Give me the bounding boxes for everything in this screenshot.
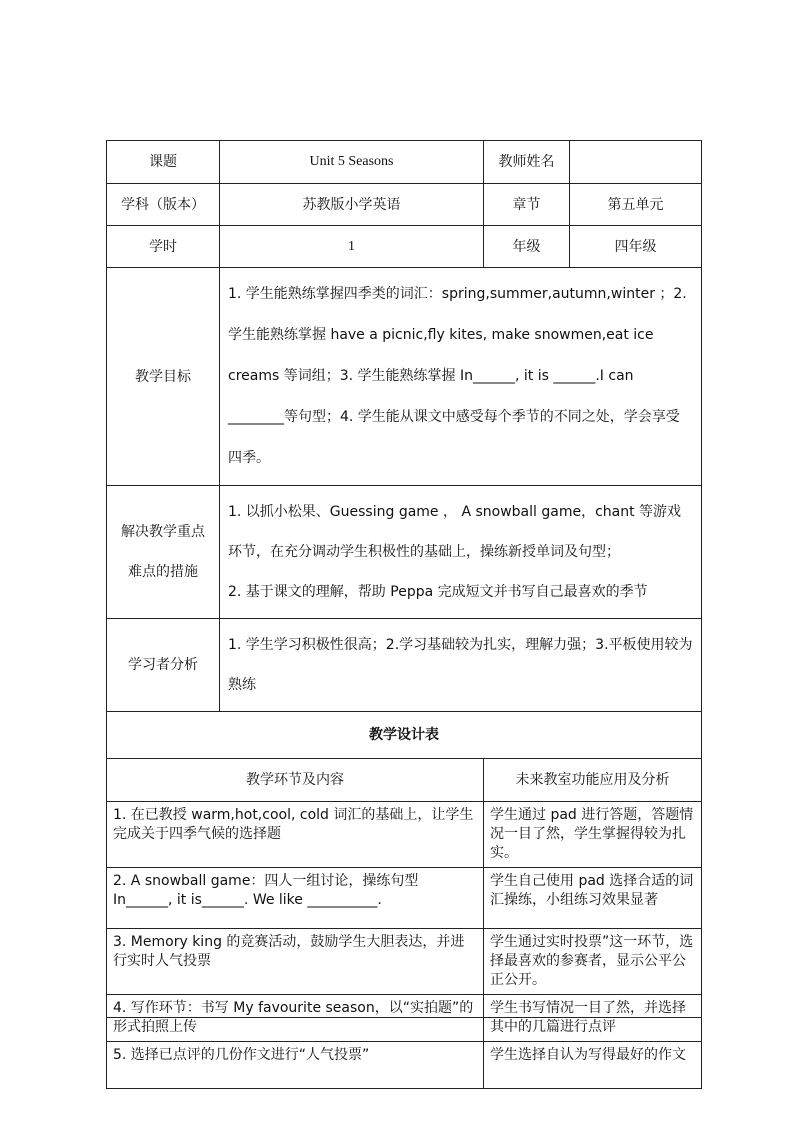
design-row-content: 2. A snowball game：四人一组讨论，操练句型 In______, it is______. We like __________. <box>107 868 484 929</box>
value-subject: 苏教版小学英语 <box>220 184 484 226</box>
label-topic: 课题 <box>107 141 220 184</box>
label-hours: 学时 <box>107 226 220 268</box>
label-chapter: 章节 <box>484 184 570 226</box>
design-title-row <box>107 712 702 759</box>
value-hours: 1 <box>220 226 484 268</box>
measures-label <box>107 486 220 619</box>
design-row-content: 5. 选择已点评的几份作文进行“人气投票” <box>107 1042 484 1089</box>
learners-row <box>107 619 702 712</box>
value-teacher-name <box>570 141 702 184</box>
label-teacher-name: 教师姓名 <box>484 141 570 184</box>
info-row-topic <box>107 141 702 184</box>
value-grade: 四年级 <box>570 226 702 268</box>
design-row-content: 1. 在已教授 warm,hot,cool, cold 词汇的基础上，让学生完成关于四季气候的选择题 <box>107 802 484 868</box>
label-grade: 年级 <box>484 226 570 268</box>
label-subject: 学科（版本） <box>107 184 220 226</box>
design-row <box>107 929 702 995</box>
bottom-rule <box>106 1017 701 1018</box>
info-row-hours <box>107 226 702 268</box>
measures-item-2: 2. 基于课文的理解，帮助 Peppa 完成短文并书写自己最喜欢的季节 <box>228 584 648 600</box>
design-row-analysis: 学生自己使用 pad 选择合适的词汇操练，小组练习效果显著 <box>484 868 702 929</box>
design-row-analysis: 学生通过 pad 进行答题，答题情况一目了然，学生掌握得较为扎实。 <box>484 802 702 868</box>
design-row-analysis: 学生书写情况一目了然，并选择其中的几篇进行点评 <box>484 995 702 1042</box>
design-col-analysis-header: 未来教室功能应用及分析 <box>484 759 702 802</box>
design-row-analysis: 学生选择自认为写得最好的作文 <box>484 1042 702 1089</box>
design-row-analysis: 学生通过实时投票”这一环节，选择最喜欢的参赛者，显示公平公正公开。 <box>484 929 702 995</box>
design-row <box>107 995 702 1042</box>
measures-label-line2: 难点的措施 <box>128 564 198 580</box>
design-col-content-header: 教学环节及内容 <box>107 759 484 802</box>
measures-label-line1: 解决教学重点 <box>121 524 205 540</box>
design-row <box>107 802 702 868</box>
design-header-row <box>107 759 702 802</box>
lesson-plan-table <box>106 140 702 1089</box>
goals-text: 1. 学生能熟练掌握四季类的词汇：spring,summer,autumn,winter ；2. 学生能熟练掌握 have a picnic,fly kites, make snowmen,eat ice creams 等词组；3. 学生能熟练掌握 In______, it is ______.I can ________等句型；4. 学生能从课文中感受每个季节的不同之处，学会享受四季。 <box>220 268 702 486</box>
measures-item-1: 1. 以抓小松果、Guessing game ， A snowball game，chant 等游戏环节，在充分调动学生积极性的基础上，操练新授单词及句型； <box>228 504 682 560</box>
info-row-subject <box>107 184 702 226</box>
measures-row <box>107 486 702 619</box>
goals-row <box>107 268 702 486</box>
goals-label: 教学目标 <box>107 268 220 486</box>
learners-text: 1. 学生学习积极性很高；2.学习基础较为扎实，理解力强；3.平板使用较为熟练 <box>220 619 702 712</box>
design-table-title: 教学设计表 <box>107 712 702 759</box>
measures-text <box>220 486 702 619</box>
design-row-content: 4. 写作环节：书写 My favourite season，以“实拍题”的形式拍照上传 <box>107 995 484 1042</box>
value-chapter: 第五单元 <box>570 184 702 226</box>
design-row-content: 3. Memory king 的竞赛活动，鼓励学生大胆表达，并进行实时人气投票 <box>107 929 484 995</box>
design-row <box>107 868 702 929</box>
learners-label: 学习者分析 <box>107 619 220 712</box>
value-topic: Unit 5 Seasons <box>220 141 484 184</box>
design-row <box>107 1042 702 1089</box>
